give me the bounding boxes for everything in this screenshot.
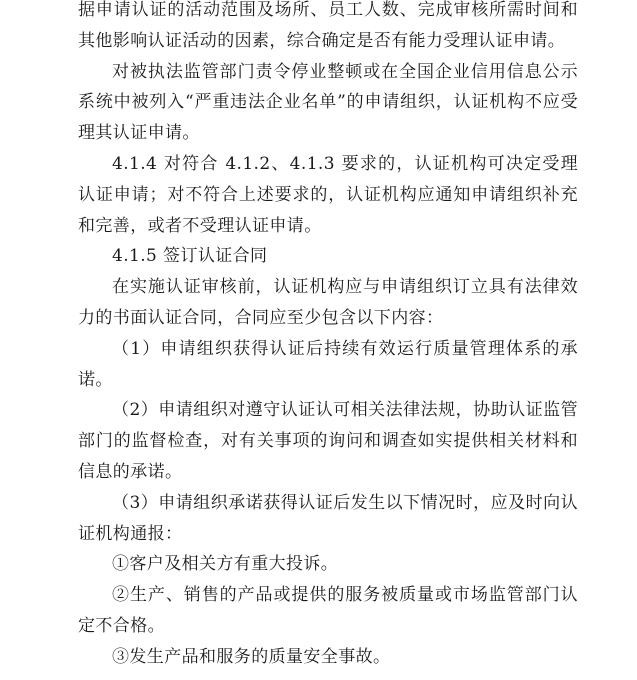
paragraph-contract-intro: 在实施认证审核前，认证机构应与申请组织订立具有法律效力的书面认证合同，合同应至少包含以下内容： (78, 277, 578, 328)
paragraph-capacity: 据申请认证的活动范围及场所、员工人数、完成审核所需时间和其他影响认证活动的因素，综合确定是否有能力受理认证申请。 (78, 0, 578, 51)
paragraph-blacklist: 对被执法监管部门责令停业整顿或在全国企业信用信息公示系统中被列入“严重违法企业名单”的申请组织，认证机构不应受理其认证申请。 (78, 61, 578, 144)
paragraph-4-1-4: 4.1.4 对符合 4.1.2、4.1.3 要求的，认证机构可决定受理认证申请；对不符合上述要求的，认证机构应通知申请组织补充和完善，或者不受理认证申请。 (78, 153, 578, 236)
sub-item-3: ③发生产品和服务的质量安全事故。 (112, 646, 391, 667)
list-item-3: （3）申请组织承诺获得认证后发生以下情况时，应及时向认证机构通报： (78, 492, 578, 544)
list-item-1: （1）申请组织获得认证后持续有效运行质量管理体系的承诺。 (78, 338, 578, 390)
list-item-2: （2）申请组织对遵守认证认可相关法律法规，协助认证监管部门的监督检查，对有关事项的询问和调查如实提供相关材料和信息的承诺。 (78, 400, 578, 482)
document-body (78, 0, 578, 673)
sub-item-1: ①客户及相关方有重大投诉。 (112, 554, 339, 575)
section-heading-4-1-5: 4.1.5 签订认证合同 (112, 246, 268, 267)
sub-item-2: ②生产、销售的产品或提供的服务被质量或市场监管部门认定不合格。 (78, 585, 578, 636)
